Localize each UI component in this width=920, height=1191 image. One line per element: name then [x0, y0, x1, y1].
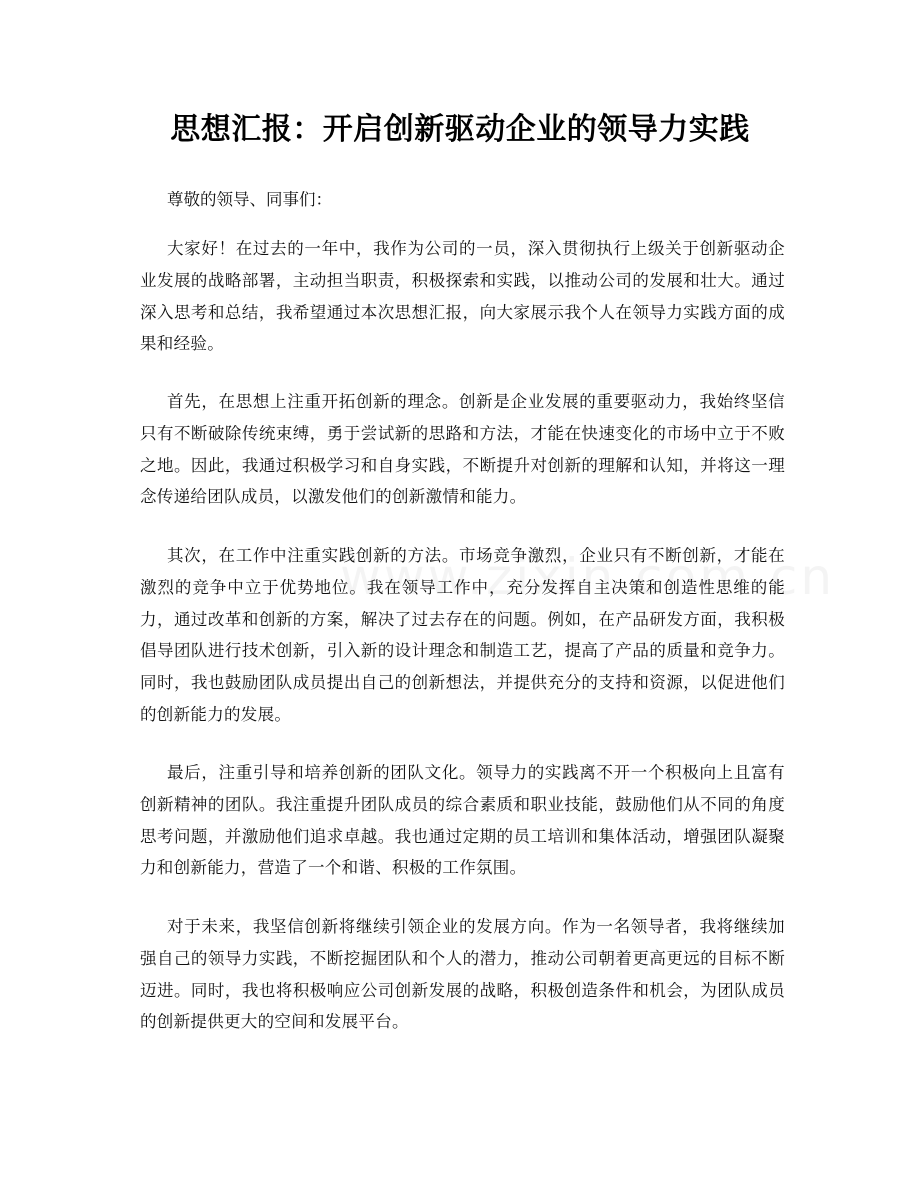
document-title: 思想汇报：开启创新驱动企业的领导力实践 — [170, 112, 750, 147]
salutation: 尊敬的领导、同事们： — [167, 190, 332, 209]
paragraph-future: 对于未来，我坚信创新将继续引领企业的发展方向。作为一名领导者，我将继续加强自己的领导力实践，不断挖掘团队和个人的潜力，推动公司朝着更高更远的目标不断迈进。同时，我也将积极响应公司创新发展的战略，积极创造条件和机会，为团队成员的创新提供更大的空间和发展平台。 — [140, 917, 785, 1032]
paragraph-intro: 大家好！在过去的一年中，我作为公司的一员，深入贯彻执行上级关于创新驱动企业发展的战略部署，主动担当职责，积极探索和实践，以推动公司的发展和壮大。通过深入思考和总结，我希望通过本次思想汇报，向大家展示我个人在领导力实践方面的成果和经验。 — [140, 239, 785, 354]
paragraph-first: 首先，在思想上注重开拓创新的理念。创新是企业发展的重要驱动力，我始终坚信只有不断破除传统束缚，勇于尝试新的思路和方法，才能在快速变化的市场中立于不败之地。因此，我通过积极学习和自身实践，不断提升对创新的理解和认知，并将这一理念传递给团队成员，以激发他们的创新激情和能力。 — [140, 392, 785, 507]
paragraph-second: 其次，在工作中注重实践创新的方法。市场竞争激烈，企业只有不断创新，才能在激烈的竞争中立于优势地位。我在领导工作中，充分发挥自主决策和创造性思维的能力，通过改革和创新的方案，解决了过去存在的问题。例如，在产品研发方面，我积极倡导团队进行技术创新，引入新的设计理念和制造工艺，提高了产品的质量和竞争力。同时，我也鼓励团队成员提出自己的创新想法，并提供充分的支持和资源，以促进他们的创新能力的发展。 — [140, 546, 785, 724]
paragraph-last: 最后，注重引导和培养创新的团队文化。领导力的实践离不开一个积极向上且富有创新精神的团队。我注重提升团队成员的综合素质和职业技能，鼓励他们从不同的角度思考问题，并激励他们追求卓越。我也通过定期的员工培训和集体活动，增强团队凝聚力和创新能力，营造了一个和谐、积极的工作氛围。 — [140, 763, 785, 878]
